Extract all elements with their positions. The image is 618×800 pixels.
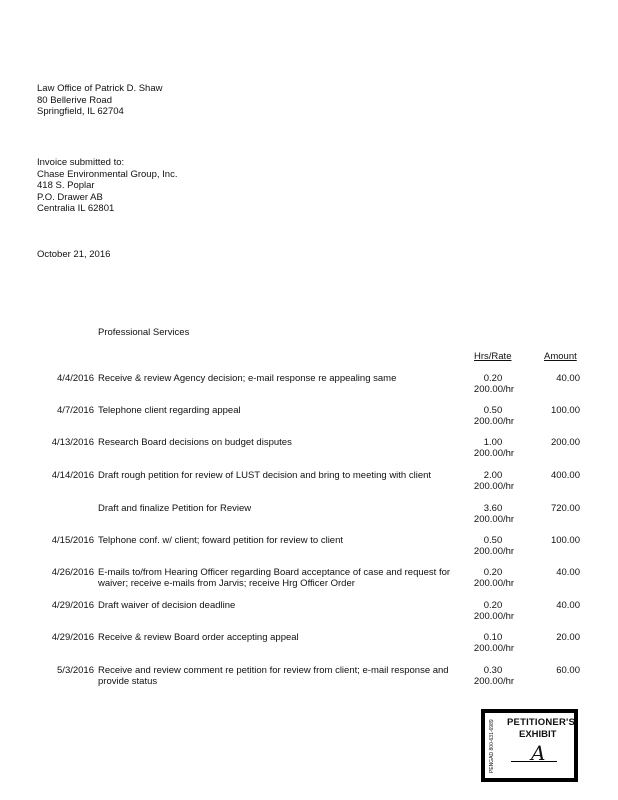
entry-hours: 1.00 [483,437,503,448]
entry-amount: 60.00 [556,665,580,676]
entry-row [0,437,618,471]
entry-rate: 200.00/hr [473,611,515,622]
sender-name: Law Office of Patrick D. Shaw [37,83,163,94]
entry-hours: 0.20 [483,567,503,578]
section-title: Professional Services [98,327,190,338]
entry-amount: 100.00 [550,405,580,416]
entry-row [0,470,618,504]
entry-hours: 0.20 [483,373,503,384]
entry-amount: 40.00 [556,373,580,384]
entry-description: Draft and finalize Petition for Review [98,503,252,514]
sender-street: 80 Bellerive Road [37,94,112,106]
entry-amount: 20.00 [556,632,580,643]
entry-hours: 0.30 [483,665,503,676]
entry-description: Research Board decisions on budget disputes [98,437,292,448]
entry-row [0,503,618,537]
entry-row [0,567,618,601]
entry-description: Telephone client regarding appeal [98,405,241,416]
entry-row [0,405,618,439]
recipient-name: Chase Environmental Group, Inc. [37,168,178,180]
stamp-exhibit-letter: A [531,741,546,765]
entry-rate: 200.00/hr [473,416,515,427]
sender-block [37,83,163,118]
recipient-street: 418 S. Poplar [37,180,95,191]
entry-rate: 200.00/hr [473,448,515,459]
entry-rate: 200.00/hr [473,578,515,589]
entry-row [0,632,618,666]
stamp-subtitle: EXHIBIT [519,729,557,740]
entry-row [0,665,618,699]
entry-description: Receive & review Board order accepting appeal [98,632,299,643]
stamp-title: PETITIONER'S [507,717,576,728]
entry-date: 4/26/2016 [51,567,94,578]
recipient-intro: Invoice submitted to: [37,157,125,168]
entry-amount: 720.00 [550,503,580,514]
recipient-city: Centralia IL 62801 [37,203,115,214]
entry-rate: 200.00/hr [473,546,515,557]
stamp-side-text: PENGAD 800-631-6989 [489,719,495,773]
entry-description: Draft rough petition for review of LUST decision and bring to meeting with client [98,470,432,481]
entry-hours: 0.50 [483,535,503,546]
entry-description: Receive and review comment re petition for review from client; e-mail response and provide status [98,665,449,687]
entry-row [0,373,618,407]
entry-hours: 2.00 [483,470,503,481]
entry-description: Telphone conf. w/ client; foward petition for review to client [98,535,344,546]
entry-description: E-mails to/from Hearing Officer regarding Board acceptance of case and request for waiver; receive e-mails from Jarvis; receive Hrg Officer Order [98,567,451,589]
entry-description: Draft waiver of decision deadline [98,600,236,611]
entry-rate: 200.00/hr [473,676,515,687]
entry-rate: 200.00/hr [473,384,515,395]
entry-date: 4/13/2016 [51,437,94,448]
entry-amount: 40.00 [556,600,580,611]
entry-amount: 400.00 [550,470,580,481]
entry-hours: 0.20 [483,600,503,611]
entry-date: 4/29/2016 [51,632,94,643]
exhibit-stamp [481,709,578,782]
entry-row [0,535,618,569]
recipient-po: P.O. Drawer AB [37,191,103,203]
entry-date: 4/4/2016 [57,373,94,384]
entry-rate: 200.00/hr [473,481,515,492]
entry-date: 4/29/2016 [51,600,94,611]
entry-amount: 40.00 [556,567,580,578]
entry-rate: 200.00/hr [473,643,515,654]
entry-description: Receive & review Agency decision; e-mail response re appealing same [98,373,397,384]
entry-hours: 3.60 [483,503,503,514]
entry-row [0,600,618,634]
entry-date: 4/15/2016 [51,535,94,546]
entry-amount: 200.00 [550,437,580,448]
entry-hours: 0.50 [483,405,503,416]
column-header-hrs-rate: Hrs/Rate [474,351,512,362]
entry-date: 5/3/2016 [57,665,94,676]
sender-city: Springfield, IL 62704 [37,106,124,117]
entry-date: 4/14/2016 [51,470,94,481]
entry-date: 4/7/2016 [57,405,94,416]
column-header-amount: Amount [544,351,577,362]
stamp-signature-line [511,761,557,762]
entry-amount: 100.00 [550,535,580,546]
entry-rate: 200.00/hr [473,514,515,525]
recipient-block [37,157,177,215]
invoice-date: October 21, 2016 [37,249,111,260]
entry-hours: 0.10 [483,632,503,643]
